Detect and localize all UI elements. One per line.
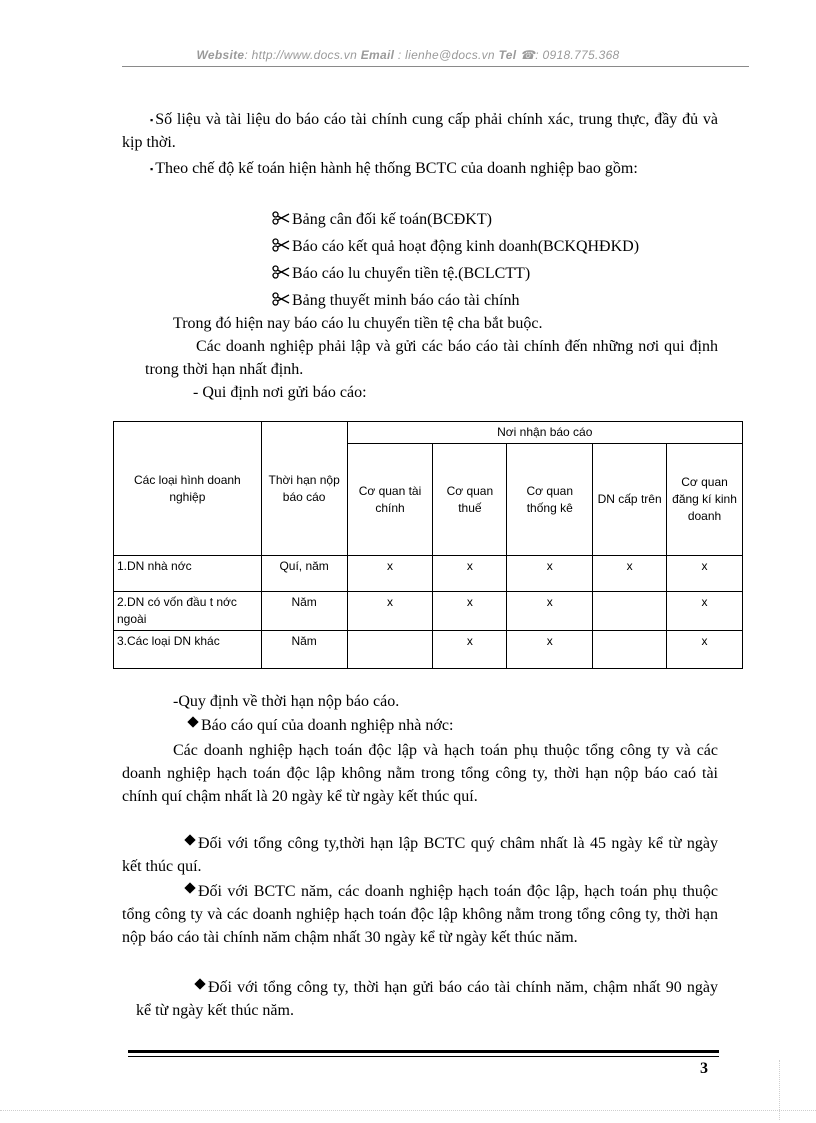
phone-icon: ☎ (520, 48, 536, 62)
report-list (272, 206, 732, 314)
paragraph-1: ▪ Số liệu và tài liệu do báo cáo tài chính cung cấp phải chính xác, trung thực, đầy đủ và kịp thời. (122, 111, 718, 151)
paragraph-3: Trong đó hiện nay báo cáo lu chuyển tiền tệ cha bắt buộc. (173, 315, 543, 332)
paragraph-2: ▪ Theo chế độ kế toán hiện hành hệ thống BCTC của doanh nghiệp bao gồm: (122, 157, 718, 180)
header-deadline: Thời hạn nộp báo cáo (261, 422, 347, 556)
list-item: Báo cáo lu chuyển tiền tệ.(BCLCTT) (272, 260, 732, 287)
tel-value: : 0918.775.368 (535, 48, 620, 62)
page-header (0, 48, 816, 62)
list-item: Bảng thuyết minh báo cáo tài chính (272, 287, 732, 314)
header-recipient-statistics: Cơ quan thống kê (507, 444, 593, 556)
header-company-type: Các loại hình doanh nghiệp (114, 422, 262, 556)
paragraph-9: Đối với tổng công ty,thời hạn lập BCTC quý châm nhất là 45 ngày kể từ ngày kết thúc quí. (122, 835, 718, 875)
tel-label: Tel (498, 48, 517, 62)
paragraph-4: Các doanh nghiệp phải lập và gửi các báo cáo tài chính đến những nơi qui định trong thời hạn nhất định. (145, 338, 718, 378)
table-row: 2.DN có vốn đầu t nớc ngoài Năm x x x x (114, 592, 743, 631)
footer-divider-thick (128, 1050, 719, 1053)
website-value: : http://www.docs.vn (244, 48, 358, 62)
header-recipients: Nơi nhận báo cáo (347, 422, 742, 444)
diamond-bullet-icon (184, 834, 195, 845)
header-recipient-parent: DN cấp trên (593, 444, 667, 556)
header-divider (122, 66, 749, 67)
paragraph-10: Đối với BCTC năm, các doanh nghiệp hạch toán độc lập, hạch toán phụ thuộc tổng công ty và các doanh nghiệp hạch toán độc lập không nằm trong tổng công ty, thời hạn nộp báo cáo tài chính năm chậm nhất 30 ngày kể từ ngày kết thúc năm. (122, 883, 718, 946)
paragraph-6: -Quy định về thời hạn nộp báo cáo. (173, 693, 400, 710)
scissors-icon (272, 211, 290, 225)
header-recipient-tax: Cơ quan thuế (433, 444, 507, 556)
email-value: : lienhe@docs.vn (397, 48, 495, 62)
diamond-bullet-icon (184, 882, 195, 893)
list-item: Báo cáo kết quả hoạt động kinh doanh(BCKQHĐKD) (272, 233, 732, 260)
page-border-vertical (779, 1060, 780, 1120)
paragraph-5: - Qui định nơi gửi báo cáo: (193, 384, 367, 401)
report-recipient-table (113, 421, 743, 669)
scissors-icon (272, 238, 290, 252)
dash-bullet-icon: ▪ (150, 164, 154, 174)
header-recipient-registration: Cơ quan đăng kí kinh doanh (667, 444, 743, 556)
scissors-icon (272, 265, 290, 279)
scissors-icon (272, 292, 290, 306)
email-label: Email (360, 48, 395, 62)
diamond-bullet-icon (187, 716, 198, 727)
table-row: 3.Các loại DN khác Năm x x x (114, 631, 743, 669)
paragraph-7: Báo cáo quí của doanh nghiệp nhà nớc: (189, 714, 719, 737)
dash-bullet-icon: ▪ (150, 115, 154, 125)
page-border-bottom (0, 1110, 816, 1111)
paragraph-11: Đối với tổng công ty, thời hạn gửi báo cáo tài chính năm, chậm nhất 90 ngày kể từ ngày kết thúc năm. (136, 979, 718, 1019)
header-recipient-finance: Cơ quan tài chính (347, 444, 433, 556)
diamond-bullet-icon (194, 978, 205, 989)
paragraph-8: Các doanh nghiệp hạch toán độc lập và hạch toán phụ thuộc tổng công ty và các doanh nghiệp hạch toán độc lập không nằm trong tổng công ty, thời hạn nộp báo caó tài chính quí chậm nhất là 20 ngày kể từ ngày kết thúc quí. (122, 742, 718, 805)
list-item: Bảng cân đối kế toán(BCĐKT) (272, 206, 732, 233)
table-row: 1.DN nhà nớc Quí, năm x x x x x (114, 556, 743, 592)
page-number: 3 (700, 1060, 708, 1077)
footer-divider-thin (128, 1056, 719, 1057)
website-label: Website (196, 48, 245, 62)
